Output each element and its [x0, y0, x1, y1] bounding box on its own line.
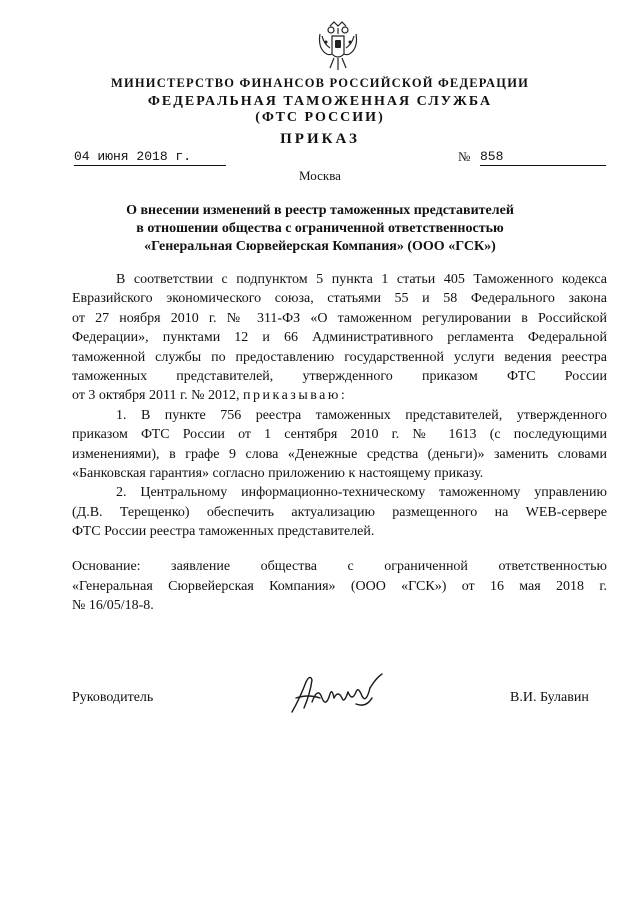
number-sign: №: [458, 149, 471, 164]
preamble-line: Евразийского экономического союза, статьями 55 и 58 Федерального закона: [72, 291, 607, 307]
service-name: ФЕДЕРАЛЬНАЯ ТАМОЖЕННАЯ СЛУЖБА: [147, 94, 493, 109]
preamble-last: от 3 октября 2011 г. № 2012,: [72, 388, 240, 404]
signer-position: Руководитель: [72, 690, 154, 705]
city: Москва: [299, 168, 341, 183]
order-body: [72, 270, 607, 616]
ministry-name: МИНИСТЕРСТВО ФИНАНСОВ РОССИЙСКОЙ ФЕДЕРАЦИИ: [110, 76, 530, 90]
coat-of-arms-icon: [316, 20, 360, 72]
item1-line: изменениями), в графе 9 слова «Денежные средства (деньги)» заменить словами: [72, 446, 607, 462]
signature-icon: [286, 668, 396, 718]
signer-name: В.И. Булавин: [510, 690, 589, 705]
item1-line: «Банковская гарантия» согласно приложению к настоящему приказу.: [72, 465, 484, 481]
item2-line: 2. Центральному информационно-техническому таможенному управлению: [116, 485, 607, 501]
title-line: «Генеральная Сюрвейерская Компания» (ООО «ГСК»): [144, 239, 496, 254]
document-type: ПРИКАЗ: [280, 131, 360, 147]
order-word: приказываю:: [243, 388, 348, 404]
basis-line: № 16/05/18-8.: [72, 598, 154, 614]
order-number-block: [458, 149, 606, 165]
order-number: 858: [480, 149, 606, 166]
preamble-line: таможенных представителей, утвержденного приказом ФТС России: [72, 368, 607, 384]
item2-line: ФТС России реестра таможенных представителей.: [72, 524, 375, 540]
paragraph-gap: [72, 541, 607, 557]
title-line: О внесении изменений в реестр таможенных представителей: [126, 203, 514, 218]
preamble-last-line: [72, 386, 607, 405]
preamble-line: таможенной службы по предоставлению государственной услуги ведения реестра: [72, 349, 607, 365]
title-line: в отношении общества с ограниченной ответственностью: [136, 221, 504, 236]
item1-line: 1. В пункте 756 реестра таможенных представителей, утвержденного: [116, 407, 607, 423]
order-date: 04 июня 2018 г.: [74, 149, 226, 166]
order-title: [0, 202, 640, 256]
service-abbreviation: (ФТС РОССИИ): [255, 110, 385, 125]
item2-line: (Д.В. Терещенко) обеспечить актуализацию размещенного на WEB-сервере: [72, 504, 607, 520]
preamble-line: Федерации», пунктами 12 и 66 Административного регламента Федеральной: [72, 330, 607, 346]
basis-line: Основание: заявление общества с ограниченной ответственностью: [72, 559, 607, 575]
basis-line: «Генеральная Сюрвейерская Компания» (ООО «ГСК») от 16 мая 2018 г.: [72, 578, 607, 594]
preamble-line: от 27 ноября 2010 г. № 311-ФЗ «О таможенном регулировании в Российской: [72, 310, 607, 326]
item1-line: приказом ФТС России от 1 сентября 2010 г. № 1613 (с последующими: [72, 427, 607, 443]
preamble-line: В соответствии с подпунктом 5 пункта 1 статьи 405 Таможенного кодекса: [116, 272, 607, 287]
